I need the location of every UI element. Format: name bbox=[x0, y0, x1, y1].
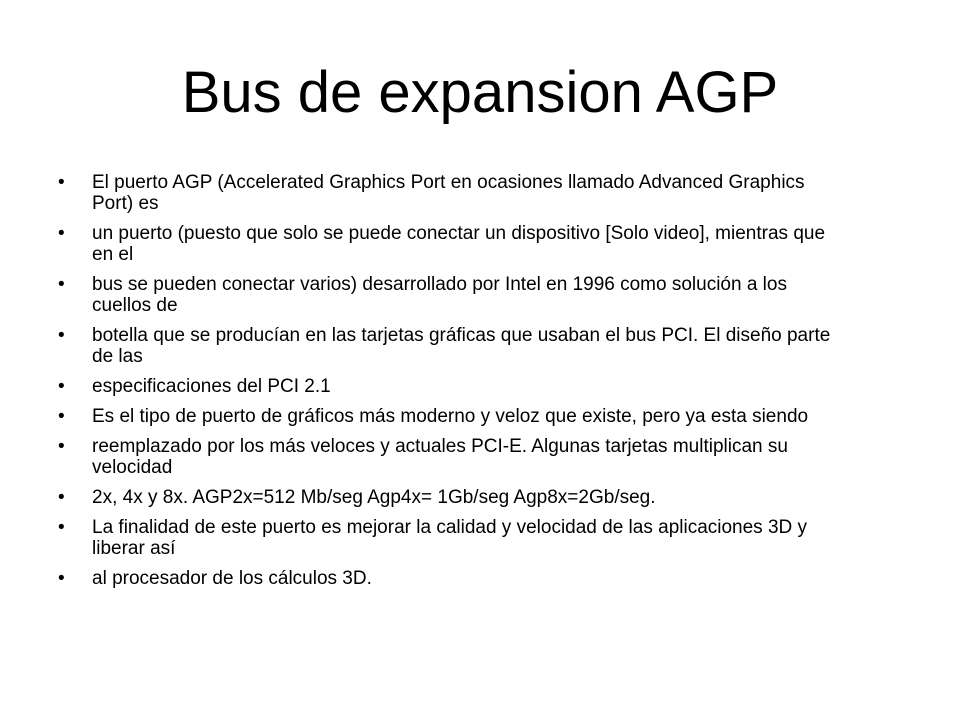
bullet-item bbox=[58, 568, 848, 589]
bullet-text: al procesador de los cálculos 3D. bbox=[92, 568, 372, 589]
bullet-dot-icon: • bbox=[58, 406, 65, 427]
bullet-item bbox=[58, 487, 848, 508]
bullet-dot-icon: • bbox=[58, 436, 65, 457]
bullet-dot-icon: • bbox=[58, 487, 65, 508]
bullet-text: El puerto AGP (Accelerated Graphics Port en ocasiones llamado Advanced Graphics Port) es bbox=[92, 172, 805, 214]
bullet-item bbox=[58, 517, 848, 559]
bullet-text: Es el tipo de puerto de gráficos más moderno y veloz que existe, pero ya esta siendo bbox=[92, 406, 809, 427]
bullet-dot-icon: • bbox=[58, 568, 65, 589]
slide-title: Bus de expansion AGP bbox=[181, 60, 779, 125]
bullet-item bbox=[58, 274, 848, 316]
bullet-dot-icon: • bbox=[58, 517, 65, 538]
bullet-item bbox=[58, 325, 848, 367]
bullet-dot-icon: • bbox=[58, 274, 65, 295]
bullet-item bbox=[58, 436, 848, 478]
bullet-text: 2x, 4x y 8x. AGP2x=512 Mb/seg Agp4x= 1Gb/seg Agp8x=2Gb/seg. bbox=[92, 487, 656, 508]
bullet-dot-icon: • bbox=[58, 172, 65, 193]
bullet-list bbox=[58, 172, 848, 598]
bullet-text: botella que se producían en las tarjetas gráficas que usaban el bus PCI. El diseño parte de las bbox=[92, 325, 831, 367]
bullet-text: especificaciones del PCI 2.1 bbox=[92, 376, 331, 397]
bullet-item bbox=[58, 172, 848, 214]
bullet-item bbox=[58, 223, 848, 265]
bullet-text: reemplazado por los más veloces y actuales PCI-E. Algunas tarjetas multiplican su velocidad bbox=[92, 436, 788, 478]
bullet-dot-icon: • bbox=[58, 223, 65, 244]
bullet-item bbox=[58, 406, 848, 427]
bullet-dot-icon: • bbox=[58, 376, 65, 397]
bullet-dot-icon: • bbox=[58, 325, 65, 346]
bullet-item bbox=[58, 376, 848, 397]
bullet-text: La finalidad de este puerto es mejorar la calidad y velocidad de las aplicaciones 3D y liberar así bbox=[92, 517, 808, 559]
bullet-text: bus se pueden conectar varios) desarrollado por Intel en 1996 como solución a los cuellos de bbox=[92, 274, 787, 316]
bullet-text: un puerto (puesto que solo se puede conectar un dispositivo [Solo video], mientras que en el bbox=[92, 223, 826, 265]
